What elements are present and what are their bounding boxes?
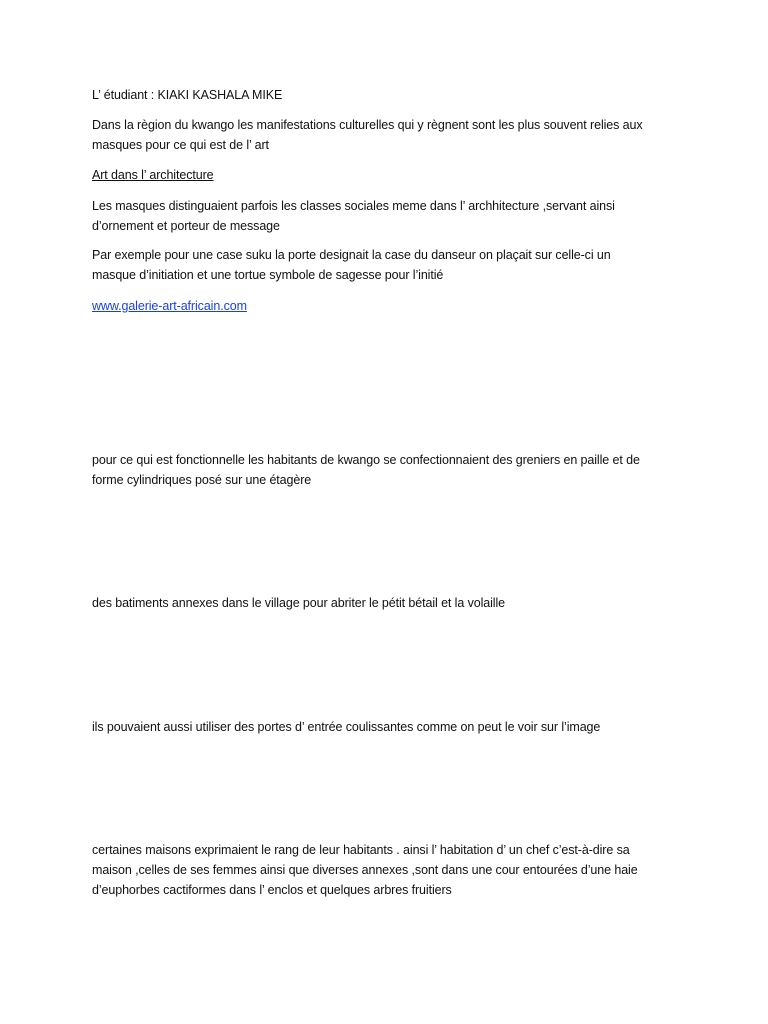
masques-line-2: d’ornement et porteur de message xyxy=(92,219,280,233)
student-line xyxy=(92,85,692,105)
section-heading xyxy=(92,165,692,185)
student-name-text: L’ étudiant : KIAKI KASHALA MIKE xyxy=(92,88,283,102)
fonctionnelle-paragraph xyxy=(92,450,692,490)
exemple-line-2: masque d’initiation et une tortue symbole de sagesse pour l’initié xyxy=(92,268,444,282)
batiments-line-1: des batiments annexes dans le village pour abriter le pétit bétail et la volaille xyxy=(92,596,505,610)
galerie-link[interactable]: www.galerie-art-africain.com xyxy=(92,299,247,313)
maisons-line-1: certaines maisons exprimaient le rang de leur habitants . ainsi l’ habitation d’ un chef c’est-à-dire sa xyxy=(92,843,630,857)
intro-line-1: Dans la règion du kwango les manifestations culturelles qui y règnent sont les plus souvent relies aux xyxy=(92,118,643,132)
portes-paragraph xyxy=(92,717,692,737)
heading-art-architecture: Art dans l’ architecture xyxy=(92,168,214,182)
fonctionnelle-line-1: pour ce qui est fonctionnelle les habitants de kwango se confectionnaient des greniers en paille et de xyxy=(92,453,640,467)
batiments-paragraph xyxy=(92,593,692,613)
intro-paragraph xyxy=(92,115,692,155)
maisons-line-2: maison ,celles de ses femmes ainsi que diverses annexes ,sont dans une cour entourées d’une haie xyxy=(92,863,638,877)
fonctionnelle-line-2: forme cylindriques posé sur une étagère xyxy=(92,473,312,487)
exemple-line-1: Par exemple pour une case suku la porte designait la case du danseur on plaçait sur celle-ci un xyxy=(92,248,611,262)
maisons-line-3: d’euphorbes cactiformes dans l’ enclos et quelques arbres fruitiers xyxy=(92,883,452,897)
portes-line-1: ils pouvaient aussi utiliser des portes d’ entrée coulissantes comme on peut le voir sur l’image xyxy=(92,720,601,734)
masques-line-1: Les masques distinguaient parfois les classes sociales meme dans l’ archhitecture ,servant ainsi xyxy=(92,199,615,213)
intro-line-2: masques pour ce qui est de l’ art xyxy=(92,138,269,152)
exemple-paragraph xyxy=(92,245,692,285)
link-paragraph xyxy=(92,296,692,316)
masques-paragraph xyxy=(92,196,692,236)
maisons-paragraph xyxy=(92,840,692,900)
